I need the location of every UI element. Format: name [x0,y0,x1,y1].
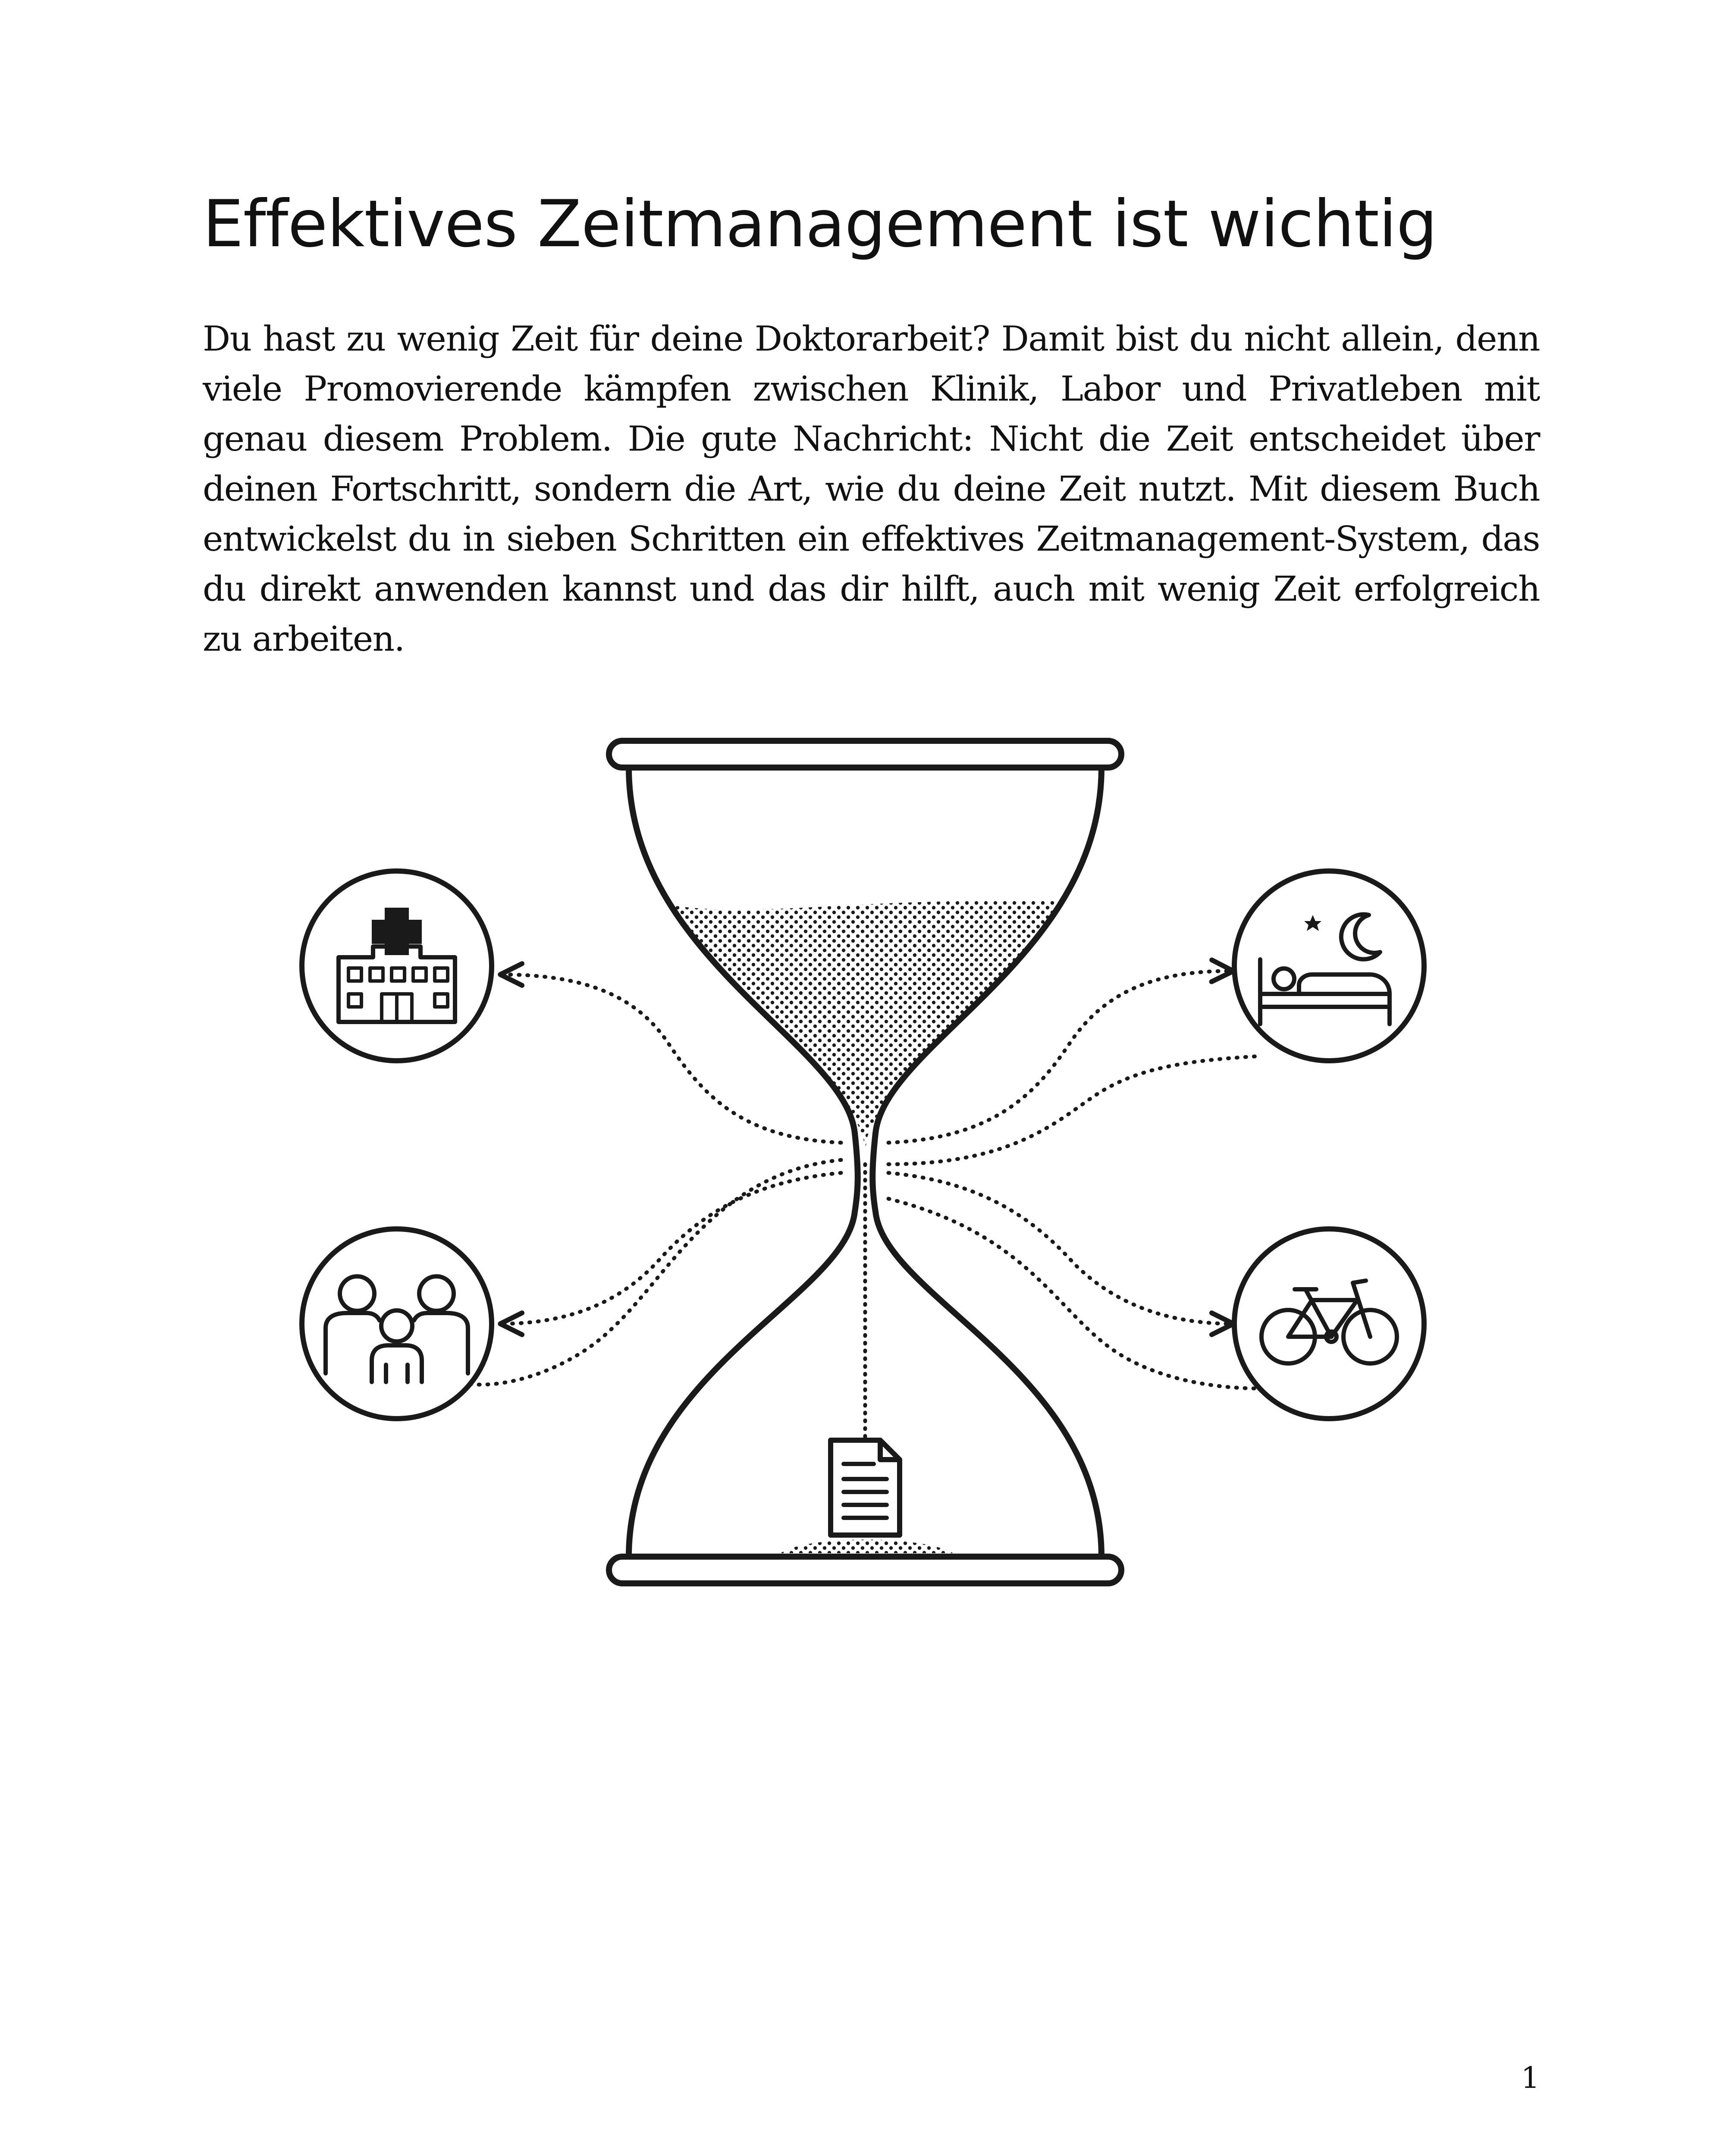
page-title: Effektives Zeitmanagement ist wichtig [203,187,1437,262]
hospital-icon [302,871,492,1061]
sand-upper [673,901,1065,1164]
page-number: 1 [1521,2061,1540,2095]
sleep-icon [1234,871,1424,1061]
family-icon [302,1229,492,1419]
bicycle-icon [1234,1229,1424,1419]
document-icon [831,1440,900,1535]
intro-paragraph: Du hast zu wenig Zeit für deine Doktorarbeit? Damit bist du nicht allein, denn viele Promovierende kämpfen zwischen Klinik, Labor und Privatleben mit genau diesem Problem. Die gute Nachricht: Nicht die Zeit entscheidet über deinen Fortschritt, sondern die Art, wie du deine Zeit nutzt. Mit diesem Buch entwickelst du in sieben Schritten ein effektives Zeitmanagement-System, das du direkt anwenden kannst und das dir hilft, auch mit wenig Zeit erfolgreich zu arbeiten. [203,319,1540,659]
hourglass-illustration [267,716,1475,1613]
sand-pile [781,1540,953,1554]
